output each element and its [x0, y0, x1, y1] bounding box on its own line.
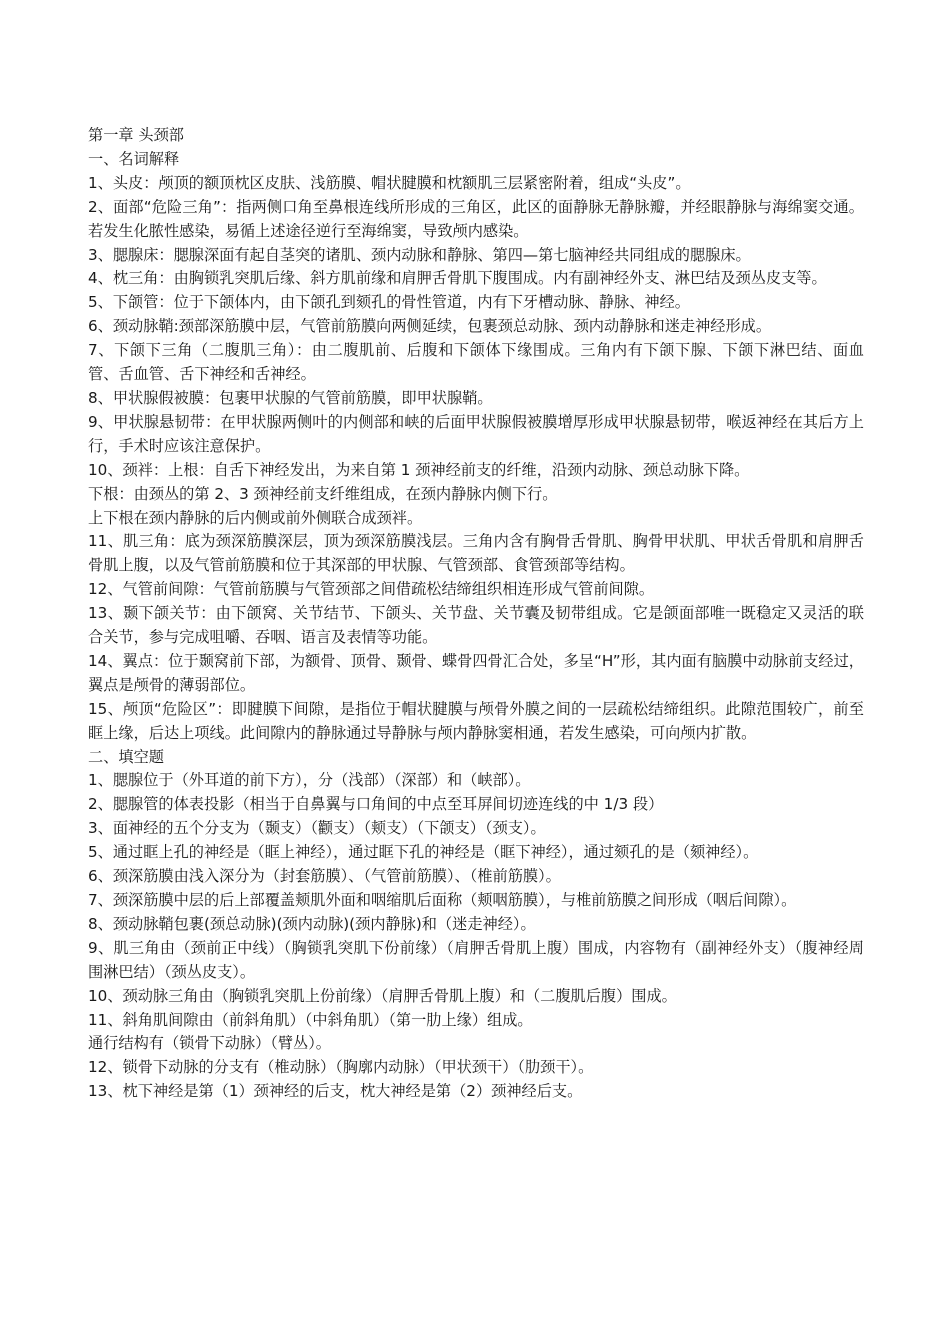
definition-item: 1、头皮：颅顶的额顶枕区皮肤、浅筋膜、帽状腱膜和枕额肌三层紧密附着，组成“头皮”。 [88, 173, 691, 192]
section-title-definitions: 一、名词解释 [88, 149, 180, 168]
fill-blank-item: 10、颈动脉三角由（胸锁乳突肌上份前缘）（肩胛舌骨肌上腹）和（二腹肌后腹）围成。 [88, 986, 677, 1005]
definition-item: 2、面部“危险三角”：指两侧口角至鼻根连线所形成的三角区，此区的面静脉无静脉瓣，并经眼静脉与海绵窦交通。若发生化脓性感染，易循上述途径逆行至海绵窦，导致颅内感染。 [88, 197, 864, 240]
chapter-title: 第一章 头颈部 [88, 126, 184, 144]
fill-blank-item: 11、斜角肌间隙由（前斜角肌）（中斜角肌）（第一肋上缘）组成。 [88, 1010, 533, 1029]
definition-item: 15、颅顶“危险区”：即腱膜下间隙，是指位于帽状腱膜与颅骨外膜之间的一层疏松结缔组织。此隙范围较广，前至眶上缘，后达上项线。此间隙内的静脉通过导静脉与颅内静脉窦相通，若发生感染，可向颅内扩散。 [88, 699, 864, 742]
definition-item: 12、气管前间隙：气管前筋膜与气管颈部之间借疏松结缔组织相连形成气管前间隙。 [88, 580, 655, 599]
definition-item: 13、颞下颌关节：由下颌窝、关节结节、下颌头、关节盘、关节囊及韧带组成。它是颌面部唯一既稳定又灵活的联合关节，参与完成咀嚼、吞咽、语言及表情等功能。 [88, 604, 864, 647]
definition-item: 14、翼点：位于颞窝前下部，为额骨、顶骨、颞骨、蝶骨四骨汇合处，多呈“H”形，其内面有脑膜中动脉前支经过，翼点是颅骨的薄弱部位。 [88, 651, 864, 694]
fill-blank-item: 9、肌三角由（颈前正中线）（胸锁乳突肌下份前缘）（肩胛舌骨肌上腹）围成，内容物有（副神经外支）（腹神经周围淋巴结）（颈丛皮支）。 [88, 938, 864, 981]
definition-item: 5、下颌管：位于下颌体内，由下颌孔到颏孔的骨性管道，内有下牙槽动脉、静脉、神经。 [88, 293, 690, 312]
definition-item: 11、肌三角：底为颈深筋膜深层，顶为颈深筋膜浅层。三角内含有胸骨舌骨肌、胸骨甲状肌、甲状舌骨肌和肩胛舌骨肌上腹，以及气管前筋膜和位于其深部的甲状腺、气管颈部、食管颈部等结构。 [88, 532, 864, 575]
definition-item: 6、颈动脉鞘:颈部深筋膜中层，气管前筋膜向两侧延续，包裹颈总动脉、颈内动静脉和迷走神经形成。 [88, 317, 772, 336]
fill-blank-item: 6、颈深筋膜由浅入深分为（封套筋膜）、（气管前筋膜）、（椎前筋膜）。 [88, 867, 561, 886]
fill-blank-item: 13、枕下神经是第（1）颈神经的后支，枕大神经是第（2）颈神经后支。 [88, 1082, 583, 1101]
definition-item: 10、颈袢：上根：自舌下神经发出，为来自第 1 颈神经前支的纤维，沿颈内动脉、颈总动脉下降。 [88, 460, 750, 479]
definition-item: 7、下颌下三角（二腹肌三角）：由二腹肌前、后腹和下颌体下缘围成。三角内有下颌下腺、下颌下淋巴结、面血管、舌血管、舌下神经和舌神经。 [88, 341, 864, 384]
fill-blank-item: 5、通过眶上孔的神经是（眶上神经），通过眶下孔的神经是（眶下神经），通过颏孔的是（颏神经）。 [88, 843, 759, 862]
document-page [88, 124, 864, 1104]
definition-item: 9、甲状腺悬韧带：在甲状腺两侧叶的内侧部和峡的后面甲状腺假被膜增厚形成甲状腺悬韧带，喉返神经在其后方上行，手术时应该注意保护。 [88, 412, 864, 455]
fill-blank-item: 2、腮腺管的体表投影（相当于自鼻翼与口角间的中点至耳屏间切迹连线的中 1/3 段） [88, 795, 664, 814]
definition-item: 4、枕三角：由胸锁乳突肌后缘、斜方肌前缘和肩胛舌骨肌下腹围成。内有副神经外支、淋巴结及颈丛皮支等。 [88, 269, 827, 288]
section-title-fill-blanks: 二、填空题 [88, 747, 164, 766]
definition-item: 下根：由颈丛的第 2、3 颈神经前支纤维组成，在颈内静脉内侧下行。 [88, 484, 558, 503]
fill-blank-item: 7、颈深筋膜中层的后上部覆盖颊肌外面和咽缩肌后面称（颊咽筋膜），与椎前筋膜之间形成（咽后间隙）。 [88, 891, 797, 909]
fill-blank-item: 通行结构有（锁骨下动脉）（臂丛）。 [88, 1034, 331, 1053]
definition-item: 上下根在颈内静脉的后内侧或前外侧联合成颈袢。 [88, 508, 423, 527]
fill-blank-item: 8、颈动脉鞘包裹(颈总动脉)(颈内动脉)(颈内静脉)和（迷走神经）。 [88, 914, 536, 933]
definition-item: 8、甲状腺假被膜：包裹甲状腺的气管前筋膜，即甲状腺鞘。 [88, 388, 493, 407]
fill-blank-item: 3、面神经的五个分支为（颞支）（颧支）（颊支）（下颌支）（颈支）。 [88, 819, 546, 838]
fill-blank-item: 12、锁骨下动脉的分支有（椎动脉）（胸廓内动脉）（甲状颈干）（肋颈干）。 [88, 1058, 594, 1077]
definition-item: 3、腮腺床：腮腺深面有起自茎突的诸肌、颈内动脉和静脉、第四—第七脑神经共同组成的腮腺床。 [88, 245, 751, 264]
fill-blank-item: 1、腮腺位于（外耳道的前下方），分（浅部）（深部）和（峡部）。 [88, 771, 531, 790]
